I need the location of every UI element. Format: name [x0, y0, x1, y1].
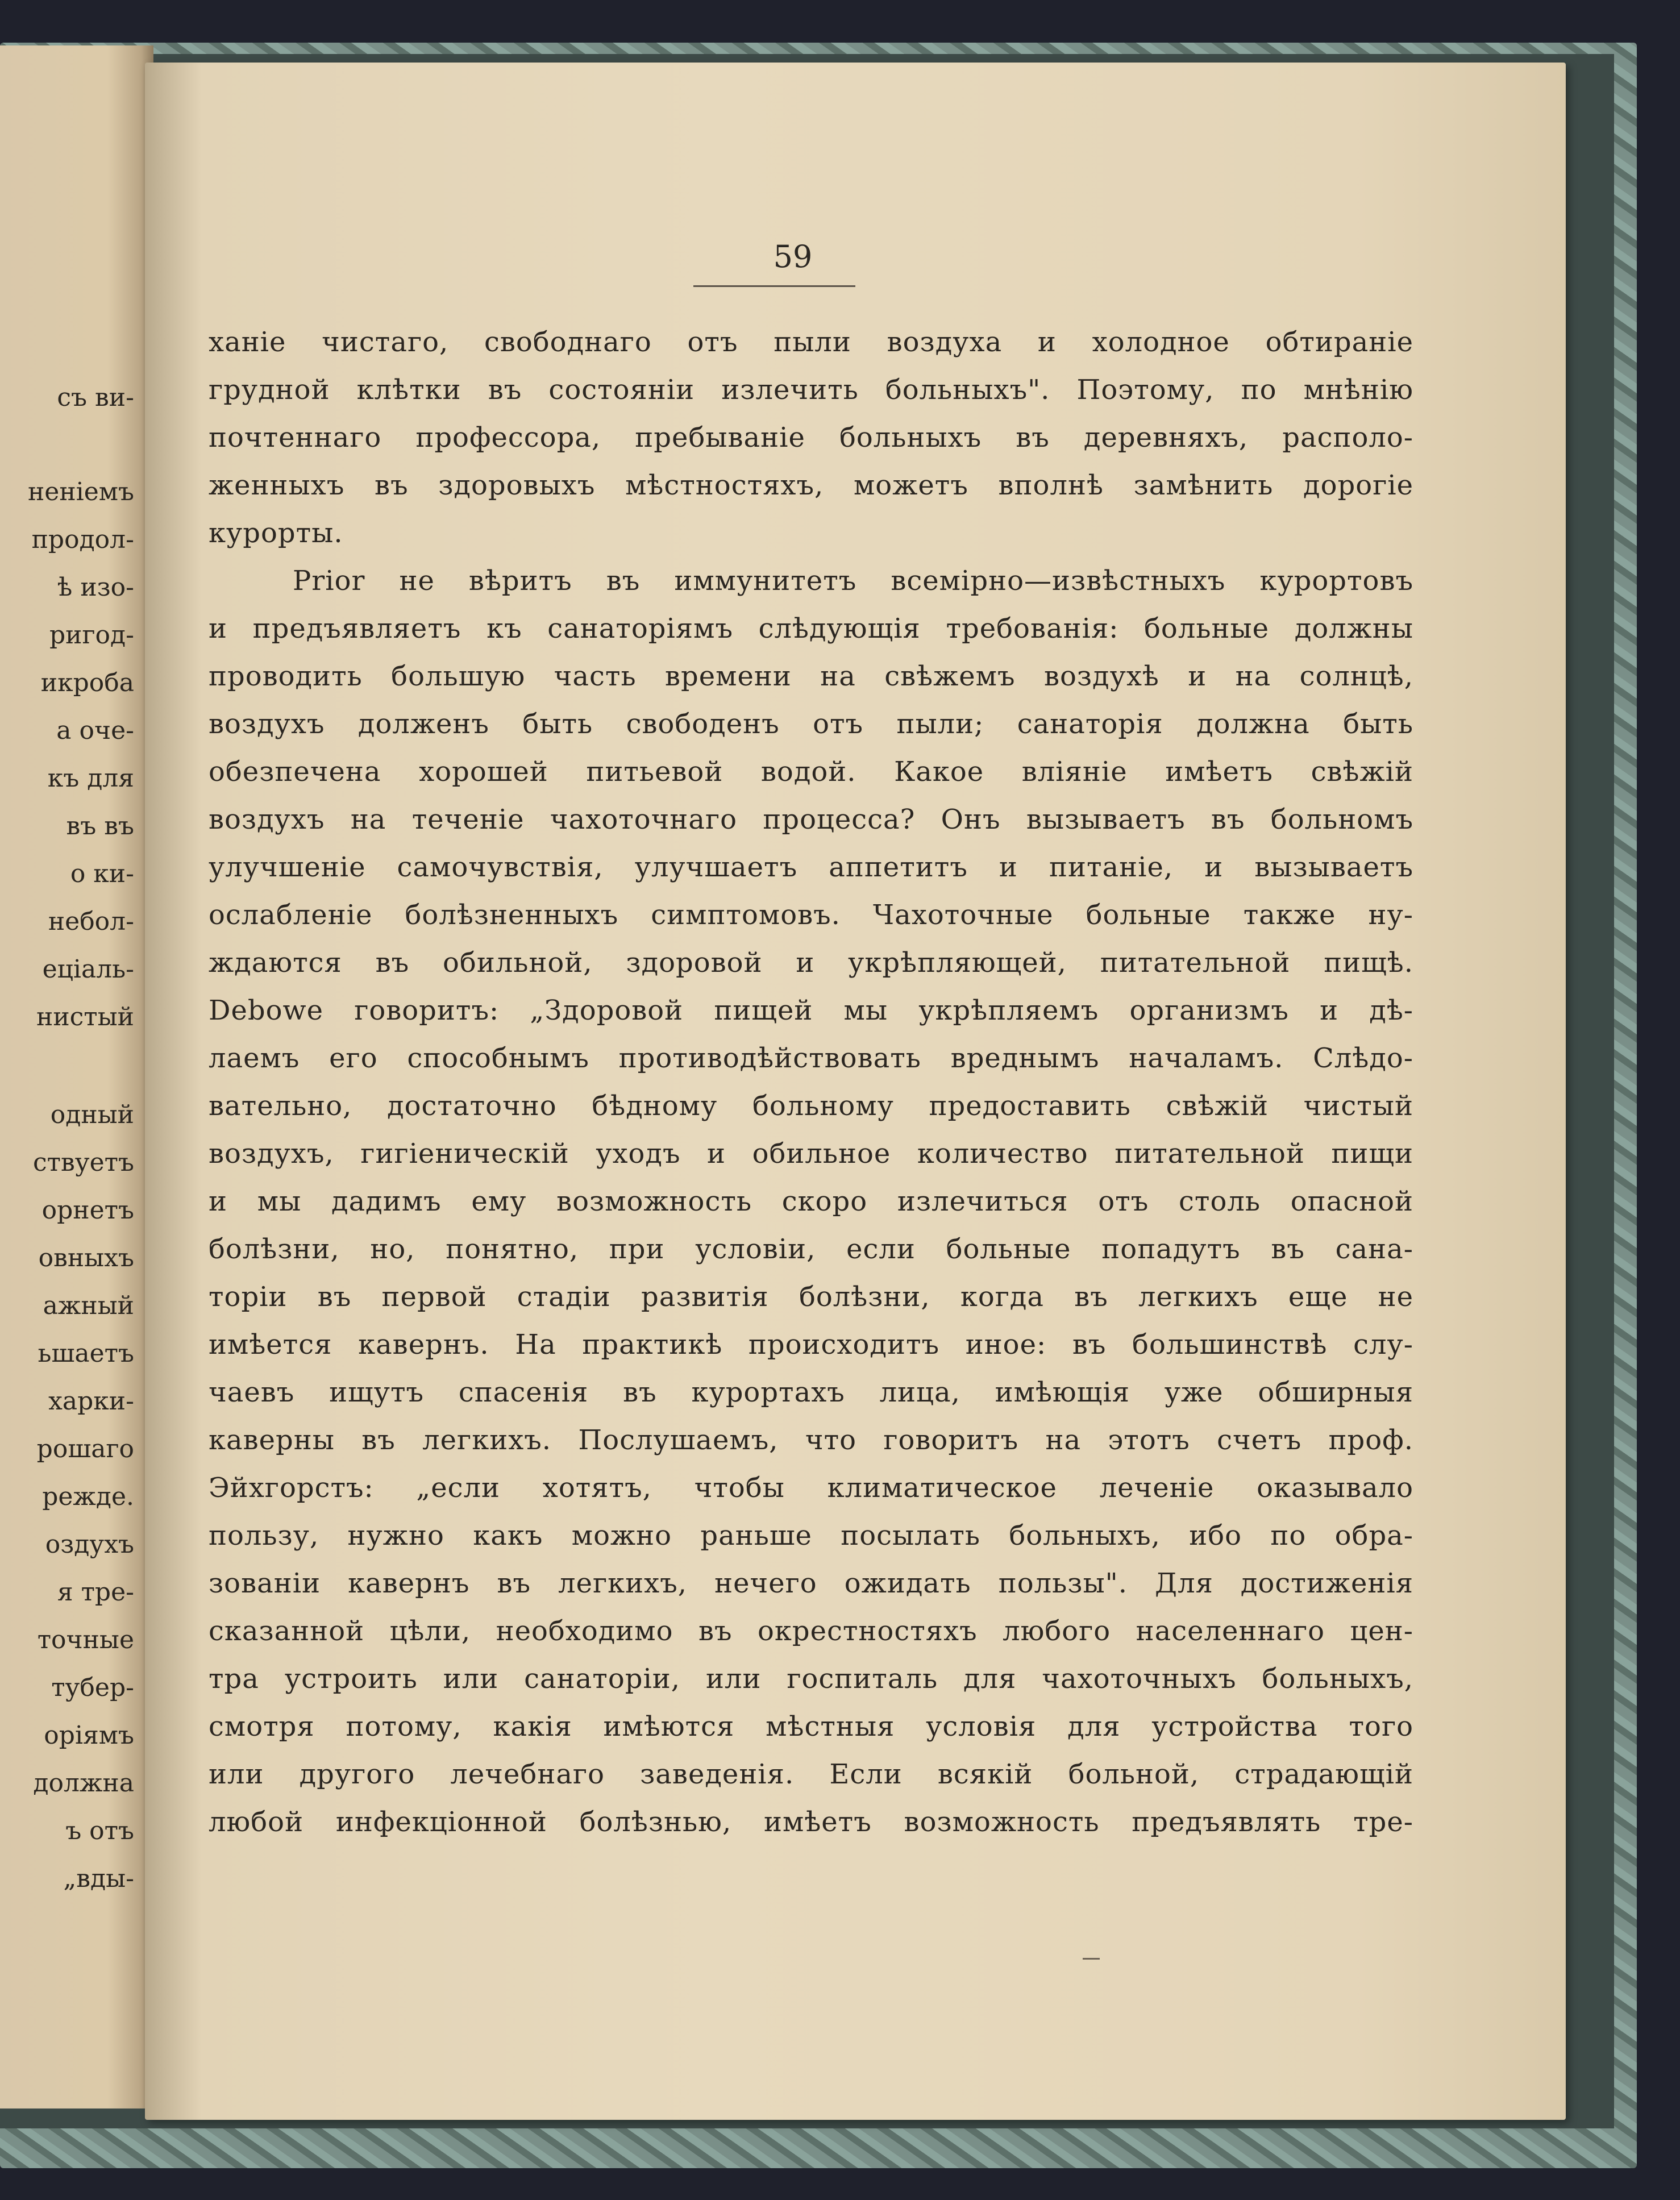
text-line: болѣзни, но, понятно, при условіи, если больные попадутъ въ сана- — [209, 1233, 1413, 1265]
left-fragment: я тре- — [57, 1578, 134, 1607]
page-number-rule — [693, 285, 855, 287]
left-fragment: режде. — [42, 1482, 134, 1511]
text-line: курорты. — [209, 517, 343, 549]
left-fragment: небол- — [48, 907, 134, 936]
text-line: грудной клѣтки въ состояніи излечить больныхъ". Поэтому, по мнѣнію — [209, 374, 1413, 406]
left-fragment: неніемъ — [27, 477, 134, 506]
text-line: и предъявляетъ къ санаторіямъ слѣдующія требованія: больные должны — [209, 613, 1413, 644]
text-line: воздухъ на теченіе чахоточнаго процесса? Онъ вызываетъ въ больномъ — [209, 804, 1413, 835]
left-fragment: овныхъ — [38, 1244, 134, 1272]
left-fragment: съ ви- — [57, 383, 134, 412]
text-line: улучшеніе самочувствія, улучшаетъ аппетитъ и питаніе, и вызываетъ — [209, 851, 1413, 883]
text-line: пользу, нужно какъ можно раньше посылать больныхъ, ибо по обра- — [209, 1520, 1413, 1552]
left-fragment: о ки- — [70, 859, 134, 888]
left-fragment: еціаль- — [42, 955, 134, 984]
text-line: вательно, достаточно бѣдному больному предоставить свѣжій чистый — [209, 1090, 1413, 1122]
left-fragment: ъ отъ — [65, 1816, 134, 1845]
text-line: проводить большую часть времени на свѣжемъ воздухѣ и на солнцѣ, — [209, 660, 1413, 692]
left-fragment: ѣ изо- — [57, 573, 134, 602]
text-line: имѣется кавернъ. На практикѣ происходитъ иное: въ большинствѣ слу- — [209, 1329, 1413, 1361]
text-line: каверны въ легкихъ. Послушаемъ, что говоритъ на этотъ счетъ проф. — [209, 1424, 1413, 1456]
right-page — [145, 63, 1566, 2120]
left-fragment: тубер- — [51, 1673, 134, 1702]
left-fragment: въ въ — [66, 812, 134, 841]
left-fragment: къ для — [47, 764, 134, 793]
text-line: чаевъ ищутъ спасенія въ курортахъ лица, имѣющія уже обширныя — [209, 1376, 1413, 1408]
left-fragment: ригод- — [49, 621, 134, 650]
text-line: любой инфекціонной болѣзнью, имѣетъ возможность предъявлять тре- — [209, 1806, 1413, 1838]
text-line: воздухъ, гигіеническій уходъ и обильное количество питательной пищи — [209, 1138, 1413, 1170]
text-line: Debowe говоритъ: „Здоровой пищей мы укрѣпляемъ организмъ и дѣ- — [209, 995, 1413, 1026]
left-fragment: одный — [50, 1100, 134, 1129]
text-line: ждаются въ обильной, здоровой и укрѣпляющей, питательной пищѣ. — [209, 947, 1413, 979]
left-fragment: должна — [33, 1769, 134, 1798]
text-line: ханіе чистаго, свободнаго отъ пыли воздуха и холодное обтираніе — [209, 326, 1413, 358]
print-mark — [1083, 1958, 1100, 1960]
left-fragment: нистый — [36, 1003, 134, 1032]
text-line: или другого лечебнаго заведенія. Если всякій больной, страдающій — [209, 1758, 1413, 1790]
left-fragment: ствуетъ — [32, 1148, 134, 1177]
page-number: 59 — [773, 239, 813, 275]
left-fragment: точные — [37, 1625, 134, 1654]
left-fragment: оріямъ — [44, 1721, 134, 1750]
text-line: тра устроить или санаторіи, или госпиталь для чахоточныхъ больныхъ, — [209, 1663, 1413, 1695]
text-line: лаемъ его способнымъ противодѣйствовать вреднымъ началамъ. Слѣдо- — [209, 1042, 1413, 1074]
text-line: Эйхгорстъ: „если хотятъ, чтобы климатическое леченіе оказывало — [209, 1472, 1413, 1504]
left-fragment: орнетъ — [41, 1196, 134, 1225]
text-line: ослабленіе болѣзненныхъ симптомовъ. Чахоточные больные также ну- — [209, 899, 1413, 931]
text-line: смотря потому, какія имѣются мѣстныя условія для устройства того — [209, 1711, 1413, 1742]
left-fragment: а оче- — [56, 716, 134, 745]
left-fragment: икроба — [40, 668, 134, 697]
left-fragment: продол- — [31, 525, 134, 554]
left-fragment: „вды- — [63, 1864, 134, 1893]
left-fragment: ьшаетъ — [38, 1339, 134, 1368]
text-line: обезпечена хорошей питьевой водой. Какое вліяніе имѣетъ свѣжій — [209, 756, 1413, 788]
left-fragment: харки- — [48, 1387, 134, 1416]
text-line: почтеннаго профессора, пребываніе больныхъ въ деревняхъ, располо- — [209, 422, 1413, 454]
left-page — [0, 45, 153, 2108]
left-fragment: оздухъ — [45, 1530, 134, 1559]
text-line: воздухъ долженъ быть свободенъ отъ пыли; санаторія должна быть — [209, 708, 1413, 740]
text-line: Prior не вѣритъ въ иммунитетъ всемірно—извѣстныхъ курортовъ — [293, 565, 1413, 597]
text-line: торіи въ первой стадіи развитія болѣзни, когда въ легкихъ еще не — [209, 1281, 1413, 1313]
text-line: и мы дадимъ ему возможность скоро излечиться отъ столь опасной — [209, 1186, 1413, 1217]
left-fragment: ажный — [43, 1291, 134, 1320]
text-line: зованіи кавернъ въ легкихъ, нечего ожидать пользы". Для достиженія — [209, 1567, 1413, 1599]
text-line: женныхъ въ здоровыхъ мѣстностяхъ, можетъ вполнѣ замѣнить дорогіе — [209, 469, 1413, 501]
left-fragment: рошаго — [36, 1434, 134, 1463]
text-line: сказанной цѣли, необходимо въ окрестностяхъ любого населеннаго цен- — [209, 1615, 1413, 1647]
